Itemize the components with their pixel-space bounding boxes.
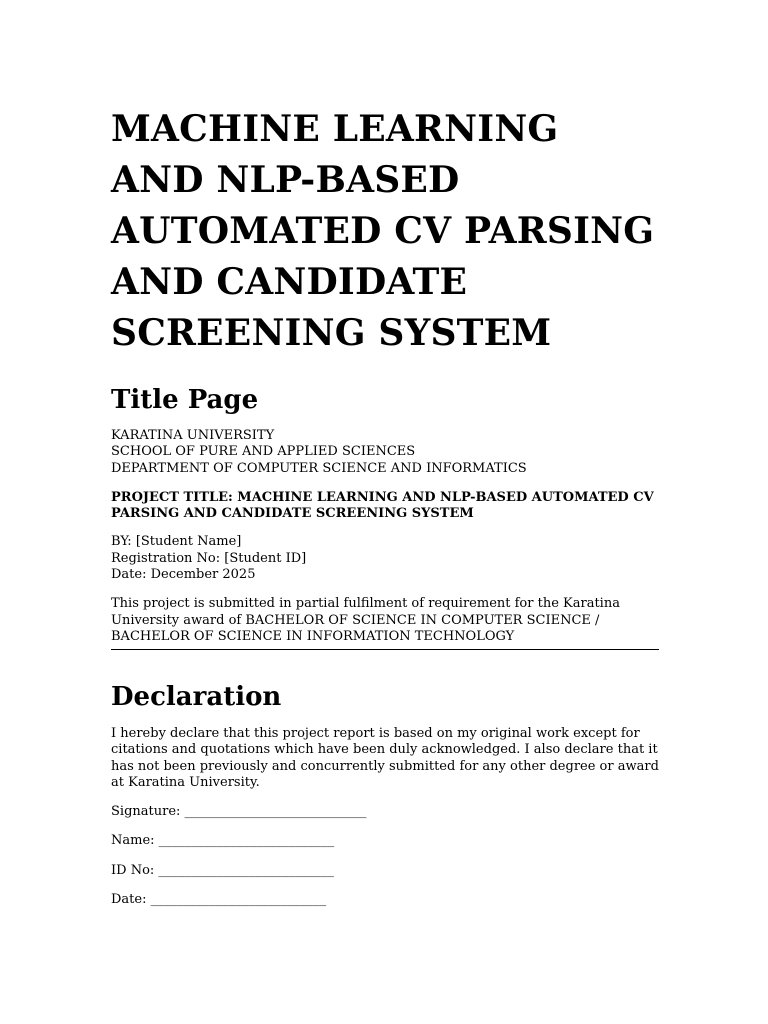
registration-number: Registration No: [Student ID] bbox=[111, 550, 307, 566]
title-page-section bbox=[111, 104, 659, 645]
section-divider bbox=[111, 649, 659, 650]
declaration-text: I hereby declare that this project report is based on my original work except for citations and quotations which have been duly acknowledged. I also declare that it has not been previously and concurrently submitted for any other degree or award at Karatina University. bbox=[111, 726, 659, 790]
id-number-field: ID No: ___________________________ bbox=[111, 862, 334, 878]
project-title: PROJECT TITLE: MACHINE LEARNING AND NLP-BASED AUTOMATED CV PARSING AND CANDIDATE SCREENING SYSTEM bbox=[111, 489, 654, 522]
name-field: Name: ___________________________ bbox=[111, 833, 335, 849]
author-name: BY: [Student Name] bbox=[111, 534, 242, 550]
university-name: KARATINA UNIVERSITY bbox=[111, 428, 275, 443]
submission-statement: This project is submitted in partial fulfilment of requirement for the Karatina University award of BACHELOR OF SCIENCE IN COMPUTER SCIENCE / BACHELOR OF SCIENCE IN INFORMATION TECHNOLOGY bbox=[111, 596, 620, 644]
author-block bbox=[111, 534, 659, 583]
institution-block bbox=[111, 428, 659, 477]
submission-date: Date: December 2025 bbox=[111, 567, 256, 583]
declaration-section bbox=[111, 681, 659, 908]
school-name: SCHOOL OF PURE AND APPLIED SCIENCES bbox=[111, 444, 416, 460]
date-field: Date: ___________________________ bbox=[111, 892, 327, 908]
title-page-heading: Title Page bbox=[111, 385, 259, 415]
declaration-heading: Declaration bbox=[111, 682, 282, 712]
department-name: DEPARTMENT OF COMPUTER SCIENCE AND INFORMATICS bbox=[111, 460, 527, 476]
main-title: MACHINE LEARNING AND NLP-BASED AUTOMATED CV PARSING AND CANDIDATE SCREENING SYSTEM bbox=[111, 108, 655, 354]
signature-field: Signature: ____________________________ bbox=[111, 804, 367, 820]
